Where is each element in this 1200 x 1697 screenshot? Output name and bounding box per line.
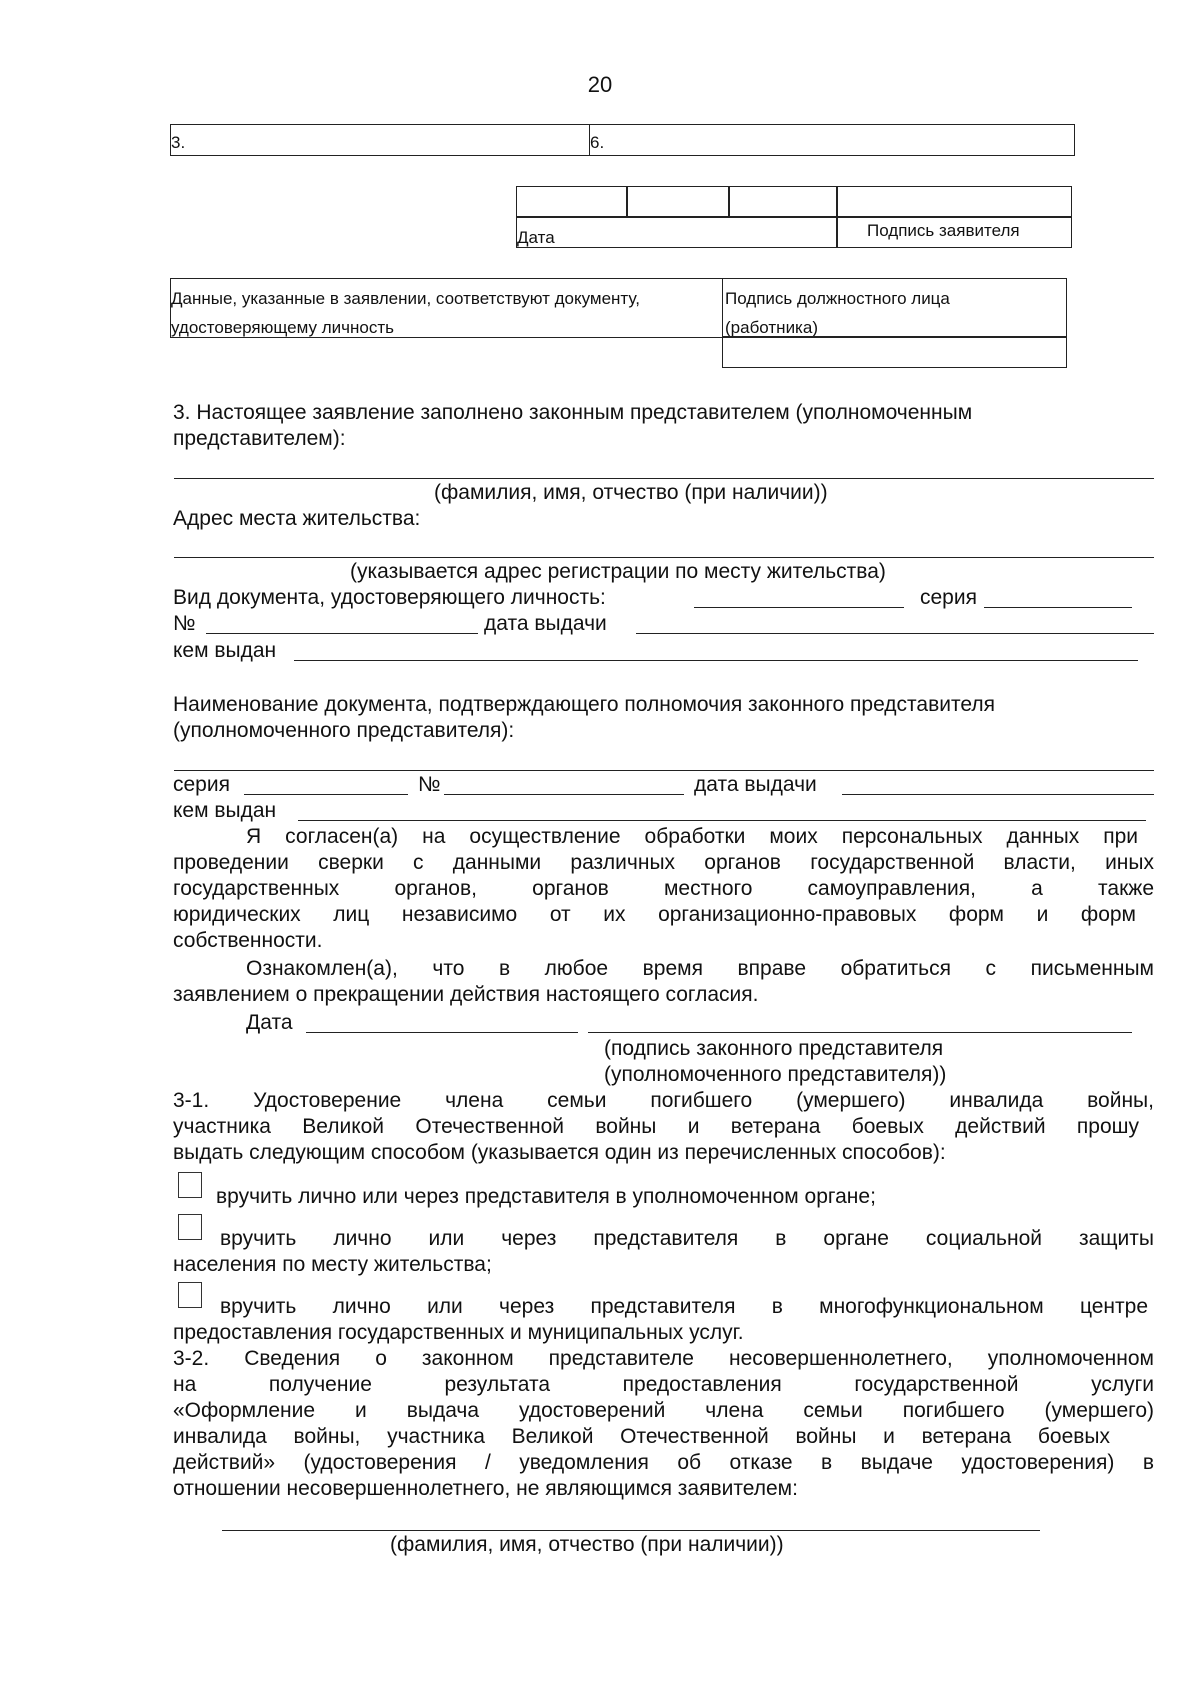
delivery-option-3-line2: предоставления государственных и муниципальных услуг. <box>173 1321 744 1344</box>
page-number: 20 <box>587 72 613 97</box>
address-label: Адрес места жительства: <box>173 507 421 530</box>
consent-line1: Я согласен(а) на осуществление обработки моих персональных данных при <box>246 825 1138 848</box>
official-signature-line1: Подпись должностного лица <box>725 289 950 308</box>
section3-1-line3: выдать следующим способом (указывается один из перечисленных способов): <box>173 1141 946 1164</box>
minor-representative-fio-caption: (фамилия, имя, отчество (при наличии)) <box>390 1533 784 1556</box>
section3-heading-line2: представителем): <box>173 427 346 450</box>
section3-heading-line1: 3. Настоящее заявление заполнено законным представителем (уполномоченным <box>173 401 973 424</box>
date-label: Дата <box>517 228 555 247</box>
consent-signature-caption2: (уполномоченного представителя)) <box>604 1063 947 1086</box>
verification-text-line1: Данные, указанные в заявлении, соответствуют документу, <box>171 289 640 308</box>
consent-line3: государственных органов, органов местного самоуправления, а также <box>173 877 1154 900</box>
authority-doc-line[interactable] <box>174 770 1154 771</box>
authority-issue-date-line[interactable] <box>842 794 1154 795</box>
section3-2-line2: на получение результата предоставления государственной услуги <box>173 1373 1154 1396</box>
date-digit-box-2[interactable] <box>626 186 730 218</box>
field-3-label: 3. <box>171 133 186 152</box>
official-signature-cell <box>722 278 1067 338</box>
consent-signature-line[interactable] <box>588 1032 1132 1033</box>
section3-2-line6: отношении несовершеннолетнего, не являющимся заявителем: <box>173 1477 798 1500</box>
authority-series-line[interactable] <box>244 794 408 795</box>
consent-signature-caption1: (подпись законного представителя <box>604 1037 944 1060</box>
field-6[interactable] <box>589 124 1075 156</box>
consent-date-line[interactable] <box>306 1032 578 1033</box>
date-digit-box-1[interactable] <box>516 186 628 218</box>
date-digit-box-3[interactable] <box>728 186 838 218</box>
consent-line4: юридических лиц независимо от их организационно-правовых форм и форм <box>173 903 1136 926</box>
doc-issued-by-line[interactable] <box>294 660 1138 661</box>
delivery-option-3-line1: вручить лично или через представителя в многофункциональном центре <box>220 1295 1148 1318</box>
consent-line2: проведении сверки с данными различных органов государственной власти, иных <box>173 851 1154 874</box>
doc-number-label: № <box>173 612 196 635</box>
doc-issue-date-line[interactable] <box>636 633 1154 634</box>
field-6-label: 6. <box>590 133 605 152</box>
delivery-option-2-line2: населения по месту жительства; <box>173 1253 492 1276</box>
section3-2-line5: действий» (удостоверения / уведомления об отказе в выдаче удостоверения) в <box>173 1451 1154 1474</box>
delivery-option-1-checkbox[interactable] <box>178 1172 202 1198</box>
doc-type-label: Вид документа, удостоверяющего личность: <box>173 586 606 609</box>
signature-box[interactable] <box>836 186 1072 218</box>
ack-line2: заявлением о прекращении действия настоящего согласия. <box>173 983 759 1006</box>
representative-fio-caption: (фамилия, имя, отчество (при наличии)) <box>434 481 828 504</box>
consent-line5: собственности. <box>173 929 323 952</box>
authority-issued-by-line[interactable] <box>298 820 1146 821</box>
consent-date-label: Дата <box>246 1011 293 1034</box>
address-line[interactable] <box>174 557 1154 558</box>
doc-type-line[interactable] <box>694 607 904 608</box>
delivery-option-3-checkbox[interactable] <box>178 1282 202 1308</box>
delivery-option-2-line1: вручить лично или через представителя в органе социальной защиты <box>220 1227 1154 1250</box>
delivery-option-2-checkbox[interactable] <box>178 1214 202 1240</box>
official-signature-line2: (работника) <box>725 318 818 337</box>
minor-representative-fio-line[interactable] <box>222 1530 1040 1531</box>
section3-1-line1: 3-1. Удостоверение члена семьи погибшего (умершего) инвалида войны, <box>173 1089 1154 1112</box>
verification-text-line2: удостоверяющему личность <box>171 318 394 337</box>
authority-issued-by-label: кем выдан <box>173 799 277 822</box>
section3-2-line4: инвалида войны, участника Великой Отечественной войны и ветерана боевых <box>173 1425 1110 1448</box>
doc-series-line[interactable] <box>984 607 1132 608</box>
ack-line1: Ознакомлен(а), что в любое время вправе обратиться с письменным <box>246 957 1154 980</box>
date-label-cell <box>516 216 838 248</box>
delivery-option-1-label: вручить лично или через представителя в уполномоченном органе; <box>216 1185 876 1208</box>
official-signature-box[interactable] <box>722 336 1067 368</box>
signature-label-cell <box>836 216 1072 248</box>
authority-issue-date-label: дата выдачи <box>694 773 817 796</box>
field-3[interactable] <box>170 124 590 156</box>
authority-doc-line1: Наименование документа, подтверждающего полномочия законного представителя <box>173 693 995 716</box>
authority-series-label: серия <box>173 773 230 796</box>
doc-issued-by-label: кем выдан <box>173 639 277 662</box>
doc-number-line[interactable] <box>206 633 478 634</box>
authority-number-label: № <box>418 773 441 796</box>
verification-text-cell <box>170 278 724 338</box>
doc-issue-date-label: дата выдачи <box>484 612 607 635</box>
address-caption: (указывается адрес регистрации по месту жительства) <box>350 560 886 583</box>
authority-number-line[interactable] <box>444 794 684 795</box>
section3-1-line2: участника Великой Отечественной войны и ветерана боевых действий прошу <box>173 1115 1139 1138</box>
representative-fio-line[interactable] <box>174 478 1154 479</box>
section3-2-line3: «Оформление и выдача удостоверений члена семьи погибшего (умершего) <box>173 1399 1154 1422</box>
section3-2-line1: 3-2. Сведения о законном представителе несовершеннолетнего, уполномоченном <box>173 1347 1154 1370</box>
signature-label: Подпись заявителя <box>867 221 1020 240</box>
authority-doc-line2: (уполномоченного представителя): <box>173 719 515 742</box>
doc-series-label: серия <box>920 586 977 609</box>
